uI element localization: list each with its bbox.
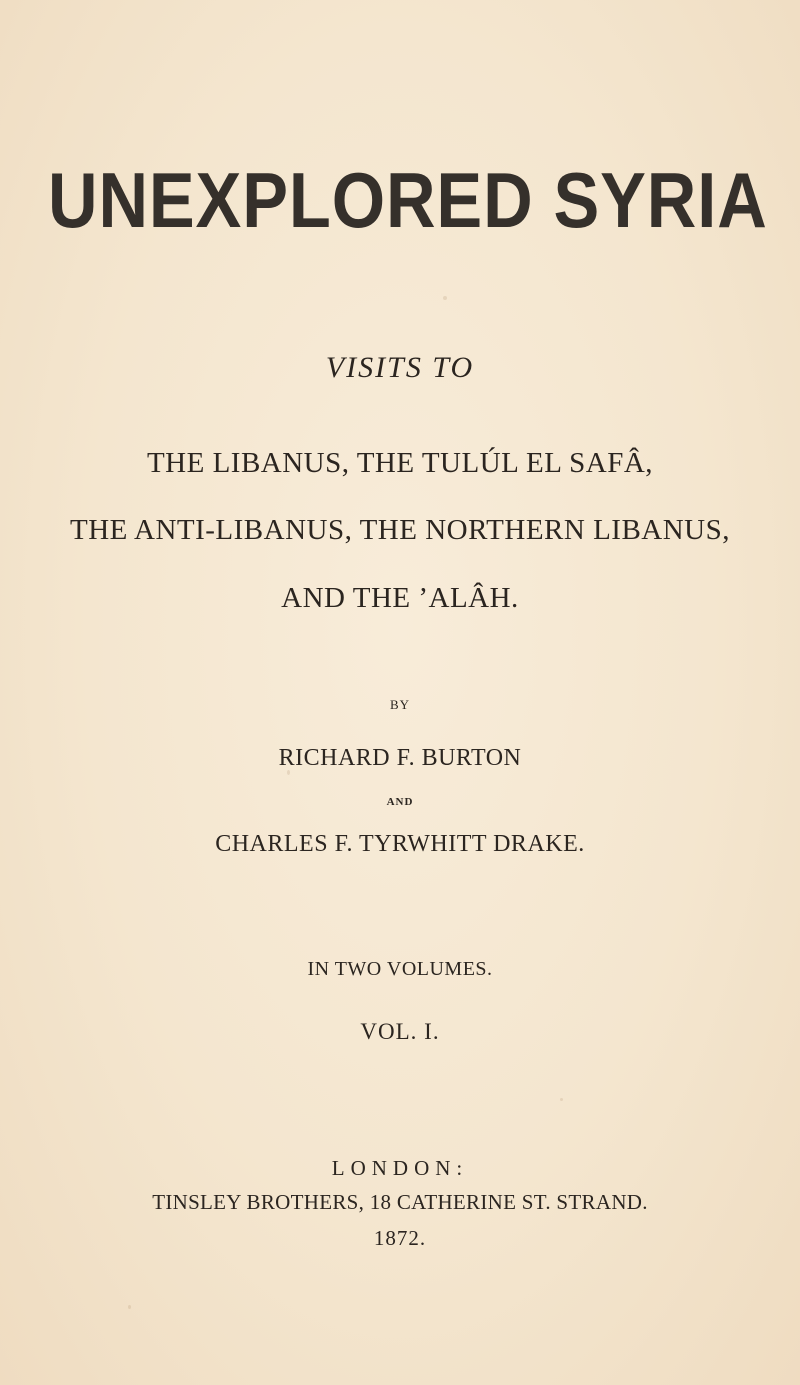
publication-city: LONDON: bbox=[331, 1156, 469, 1180]
by-label: BY bbox=[389, 697, 411, 712]
places-line-1: THE LIBANUS, THE TULÚL EL SAFÂ, bbox=[146, 447, 654, 479]
book-title: UNEXPLORED SYRIA bbox=[48, 156, 768, 244]
volumes-note: IN TWO VOLUMES. bbox=[307, 958, 493, 980]
publication-year: 1872. bbox=[373, 1226, 427, 1250]
publisher: TINSLEY BROTHERS, 18 CATHERINE ST. STRAND. bbox=[152, 1190, 648, 1214]
author-burton: RICHARD F. BURTON bbox=[278, 745, 522, 771]
foxing-spot bbox=[128, 1305, 131, 1309]
book-subtitle: VISITS TO bbox=[325, 351, 475, 384]
volume-number: VOL. I. bbox=[360, 1019, 440, 1044]
places-line-3: AND THE ’ALÂH. bbox=[281, 582, 519, 614]
author-drake: CHARLES F. TYRWHITT DRAKE. bbox=[215, 831, 585, 857]
foxing-spot bbox=[443, 296, 447, 300]
places-line-2: THE ANTI-LIBANUS, THE NORTHERN LIBANUS, bbox=[69, 514, 731, 546]
foxing-spot bbox=[560, 1098, 563, 1101]
and-label: AND bbox=[386, 796, 414, 808]
